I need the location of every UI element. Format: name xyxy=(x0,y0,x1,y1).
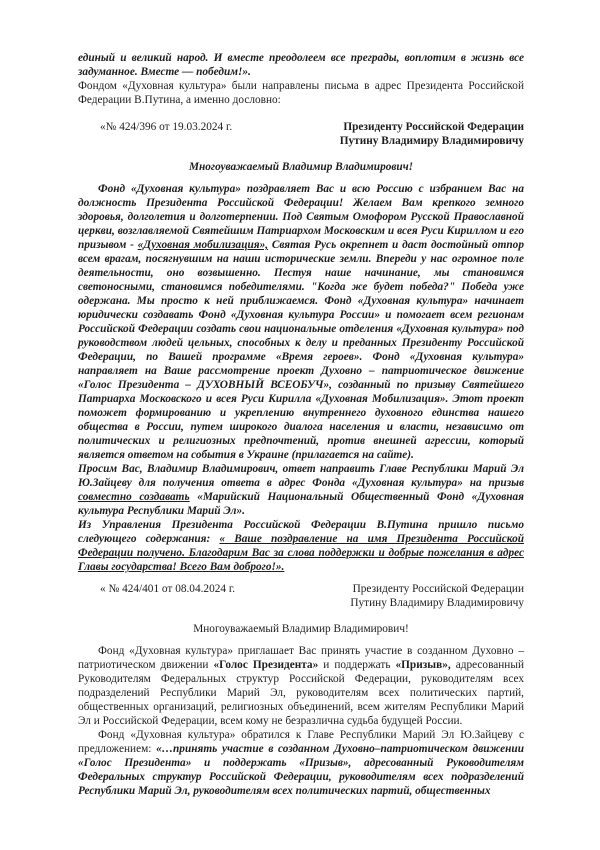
letter1-addressee-line2: Путину Владимиру Владимировичу xyxy=(339,135,524,147)
intro-quote-continuation: единый и великий народ. И вместе преодолеем все преграды, воплотим в жизнь все задуманное. Вместе — победим!». xyxy=(78,52,524,78)
letter2-ref-number: « № 424/401 от 08.04.2024 г. xyxy=(100,583,236,595)
letter2-salutation: Многоуважаемый Владимир Владимирович! xyxy=(193,623,409,635)
letter1-ref-number: «№ 424/396 от 19.03.2024 г. xyxy=(100,121,233,133)
letter2-addressee-line2: Путину Владимиру Владимировичу xyxy=(350,597,524,609)
letter1-header xyxy=(78,120,524,148)
letter2-addressee xyxy=(350,582,524,610)
letter1-paragraph-2: Просим Вас, Владимир Владимирович, ответ направить Главе Республики Марий Эл Ю.Зайцеву для получения ответа в адрес Фонда «Духовная культура» на призыв совместно создавать «Марийский Национальный Общественный Фонд «Духовная культура Республики Марий Эл». xyxy=(78,463,524,517)
letter2-addressee-line1: Президенту Российской Федерации xyxy=(352,583,524,595)
letter1-addressee-line1: Президенту Российской Федерации xyxy=(343,121,524,133)
letter2-header xyxy=(78,582,524,610)
letter1-paragraph-3: Из Управления Президента Российской Федерации В.Путина пришло письмо следующего содержания: « Ваше поздравление на имя Президента Российской Федерации получено. Благодарим Вас за слова поддержки и добрые пожелания в адрес Главы государства! Всего Вам доброго!». xyxy=(78,519,525,573)
intro-lead-text: Фондом «Духовная культура» были направлены письма в адрес Президента Российской Федерации В.Путина, а именно дословно: xyxy=(78,80,524,106)
letter2-paragraph-2: Фонд «Духовная культура» обратился к Главе Республики Марий Эл Ю.Зайцеву с предложением: «…принять участие в созданном Духовно–патриотическом движении «Голос Президента» и поддержать «Призыв», адресованный Руководителям Федеральных структур Российской Федерации, руководителям всех подразделений Республики Марий Эл, руководителям всех политических партий, общественных xyxy=(78,729,524,797)
letter1-paragraph-1: Фонд «Духовная культура» поздравляет Вас и всю Россию с избранием Вас на должность Президента Российской Федерации! Желаем Вам крепкого земного здоровья, долголетия и долготерпении. Под Святым Омофором Русской Православной церкви, возглавляемой Святейшим Патриархом Московским и всея Руси Кириллом и его призывом - «Духовная мобилизация», Святая Русь окрепнет и даст достойный отпор всем врагам, посягнувшим на наши исторические земли. Впереди у нас огромное поле деятельности, оно возвышенно. Пестуя наше начинание, мы становимся светоносными, становимся победителями. "Когда же будет победа?" Победа уже одержана. Мы просто к ней приближаемся. Фонд «Духовная культура» начинает юридически создавать Фонд «Духовная культура России» и помогает всем регионам Российской Федерации создать свои национальные отделения «Духовная культура» под руководством людей цельных, способных к делу и преданных Президенту Российской Федерации, по Вашей программе «Время героев». Фонд «Духовная культура» направляет на Ваше рассмотрение проект Духовно – патриотическое движение «Голос Президента – ДУХОВНЫЙ ВСЕОБУЧ», созданный по призыву Святейшего Патриарха Московского и всея Руси Кирилла «Духовная Мобилизация». Этот проект поможет формированию и укреплению внутреннего духовного единства нашего общества в России, путем широкого диалога населения и власти, независимо от политических и религиозных предпочтений, против внешней агрессии, который является ответом на события в Украине (прилагается на сайте). xyxy=(78,183,524,461)
letter1-addressee xyxy=(340,120,524,148)
letter1-salutation: Многоуважаемый Владимир Владимирович! xyxy=(188,161,414,173)
document-content xyxy=(78,51,524,798)
letter2-paragraph-1: Фонд «Духовная культура» приглашает Вас принять участие в созданном Духовно – патриотическом движении «Голос Президента» и поддержать «Призыв», адресованный Руководителям Федеральных структур Российской Федерации, руководителям всех подразделений Республики Марий Эл, руководителям всех политических партий, общественных организаций, религиозных объединений, всем жителям Республики Марий Эл и Российской Федерации, всем кому не безразлична судьба будущей России. xyxy=(78,645,524,727)
